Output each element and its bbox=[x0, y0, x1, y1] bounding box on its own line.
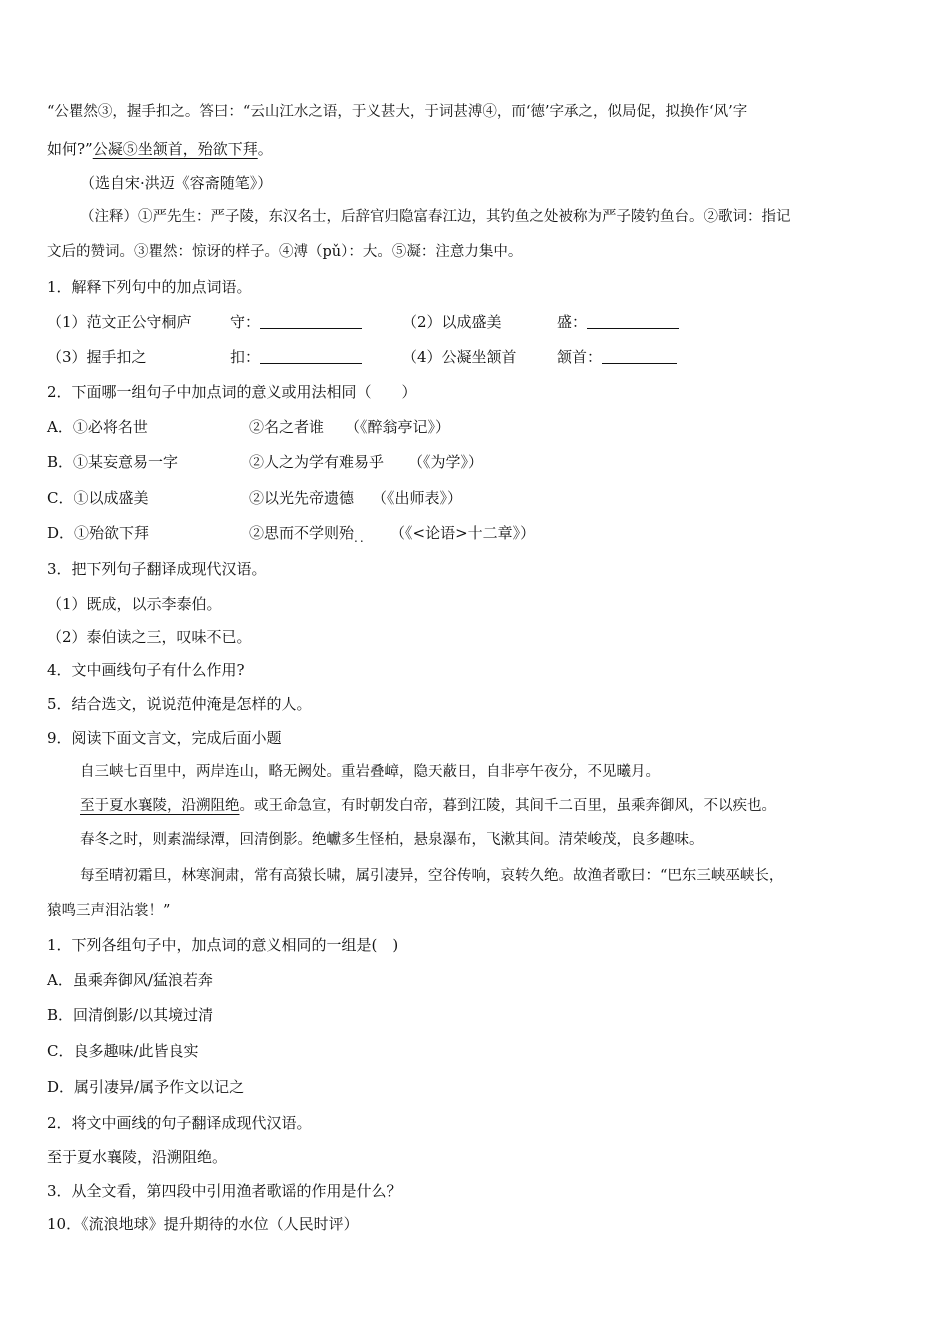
answer-label: 守： bbox=[230, 313, 261, 331]
answer-blank[interactable] bbox=[260, 312, 362, 329]
option-a-left: A．①必将名世 bbox=[47, 418, 148, 436]
option-b-source: （《为学》） bbox=[408, 453, 484, 471]
passage-paragraph bbox=[80, 795, 776, 817]
section-title: 10．《流浪地球》提升期待的水位（人民时评） bbox=[47, 1215, 359, 1233]
option-b-right: ②人之为学有难易乎 bbox=[249, 453, 385, 471]
underlined-sentence: 至于夏水襄陵，沿溯阻绝 bbox=[80, 798, 240, 814]
answer-label: 颔首： bbox=[557, 348, 603, 366]
passage-line: “公瞿然③，握手扣之。答曰：“云山江水之语，于义甚大，于词甚溥④，而‘德’字承之，似局促，拟换作‘风’字 bbox=[47, 104, 748, 120]
answer-label: 扣： bbox=[230, 348, 261, 366]
choice-d: D．属引凄异/属予作文以记之 bbox=[47, 1078, 245, 1096]
passage-text: 。 bbox=[257, 140, 273, 158]
choice-b: B．回清倒影/以其境过清 bbox=[47, 1006, 214, 1024]
sub-question: （1）既成，以示李泰伯。 bbox=[47, 595, 222, 613]
option-c-right: ②以光先帝遗德 bbox=[249, 489, 355, 507]
passage-line bbox=[47, 138, 273, 160]
question-heading: 3．把下列句子翻译成现代汉语。 bbox=[47, 560, 267, 578]
passage-paragraph: 自三峡七百里中，两岸连山，略无阙处。重岩叠嶂，隐天蔽日，自非亭午夜分，不见曦月。 bbox=[80, 764, 660, 780]
underlined-sentence: 公凝⑤坐颔首，殆欲下拜 bbox=[92, 140, 258, 158]
answer-field[interactable] bbox=[557, 311, 679, 333]
sub-question: （2）泰伯读之三，叹味不已。 bbox=[47, 628, 252, 646]
emphasis-dots: .. bbox=[354, 531, 366, 545]
answer-field[interactable] bbox=[230, 346, 362, 368]
source-citation: （选自宋·洪迈《容斋随笔》） bbox=[80, 174, 273, 192]
answer-field[interactable] bbox=[230, 311, 362, 333]
passage-text: 如何?” bbox=[47, 140, 93, 158]
question-heading: 2．下面哪一组句子中加点词的意义或用法相同（ ） bbox=[47, 383, 417, 401]
word-item: （1）范文正公守桐庐 bbox=[47, 313, 192, 331]
option-b-left: B．①某妄意易一字 bbox=[47, 453, 179, 471]
choice-c: C．良多趣味/此皆良实 bbox=[47, 1042, 199, 1060]
answer-field[interactable] bbox=[557, 346, 677, 368]
annotation-line: （注释）①严先生：严子陵，东汉名士，后辞官归隐富春江边，其钓鱼之处被称为严子陵钓鱼台。②歌词：指记 bbox=[80, 209, 791, 225]
answer-label: 盛： bbox=[557, 313, 588, 331]
option-a-source: （《醉翁亭记》） bbox=[345, 418, 451, 436]
passage-text: 。或王命急宣，有时朝发白帝，暮到江陵，其间千二百里，虽乘奔御风，不以疾也。 bbox=[239, 798, 776, 814]
annotation-line: 文后的赞词。③瞿然：惊讶的样子。④溥（pǔ）：大。⑤凝：注意力集中。 bbox=[47, 244, 523, 260]
passage-paragraph: 春冬之时，则素湍绿潭，回清倒影。绝巘多生怪柏，悬泉瀑布，飞漱其间。清荣峻茂，良多趣味。 bbox=[80, 832, 704, 848]
option-c-left: C．①以成盛美 bbox=[47, 489, 149, 507]
translation-sentence: 至于夏水襄陵，沿溯阻绝。 bbox=[47, 1148, 228, 1166]
section-title: 9．阅读下面文言文，完成后面小题 bbox=[47, 729, 282, 747]
option-d-right bbox=[249, 522, 366, 545]
question-heading: 1．解释下列句中的加点词语。 bbox=[47, 278, 252, 296]
option-d-left: D．①殆欲下拜 bbox=[47, 524, 150, 542]
answer-blank[interactable] bbox=[260, 347, 362, 364]
question-heading: 5．结合选文，说说范仲淹是怎样的人。 bbox=[47, 695, 312, 713]
question-heading: 2．将文中画线的句子翻译成现代汉语。 bbox=[47, 1114, 312, 1132]
question-heading: 4．文中画线句子有什么作用? bbox=[47, 661, 245, 679]
passage-paragraph: 猿鸣三声泪沾裳！” bbox=[47, 903, 171, 919]
answer-blank[interactable] bbox=[587, 312, 679, 329]
option-a-right: ②名之者谁 bbox=[249, 418, 325, 436]
choice-a: A．虽乘奔御风/猛浪若奔 bbox=[47, 971, 213, 989]
question-heading: 1．下列各组句子中，加点词的意义相同的一组是( ) bbox=[47, 936, 399, 954]
word-item: （4）公凝坐颔首 bbox=[402, 348, 517, 366]
option-d-text: ②思而不学则殆 bbox=[249, 524, 355, 542]
option-c-source: （《出师表》） bbox=[372, 489, 463, 507]
word-item: （2）以成盛美 bbox=[402, 313, 502, 331]
passage-paragraph: 每至晴初霜旦，林寒涧肃，常有高猿长啸，属引凄异，空谷传响，哀转久绝。故渔者歌曰：“巴东三峡巫峡长， bbox=[80, 868, 784, 884]
question-heading: 3．从全文看，第四段中引用渔者歌谣的作用是什么？ bbox=[47, 1182, 402, 1200]
word-item: （3）握手扣之 bbox=[47, 348, 147, 366]
answer-blank[interactable] bbox=[602, 347, 677, 364]
option-d-source: （《<论语>十二章》） bbox=[390, 524, 536, 542]
